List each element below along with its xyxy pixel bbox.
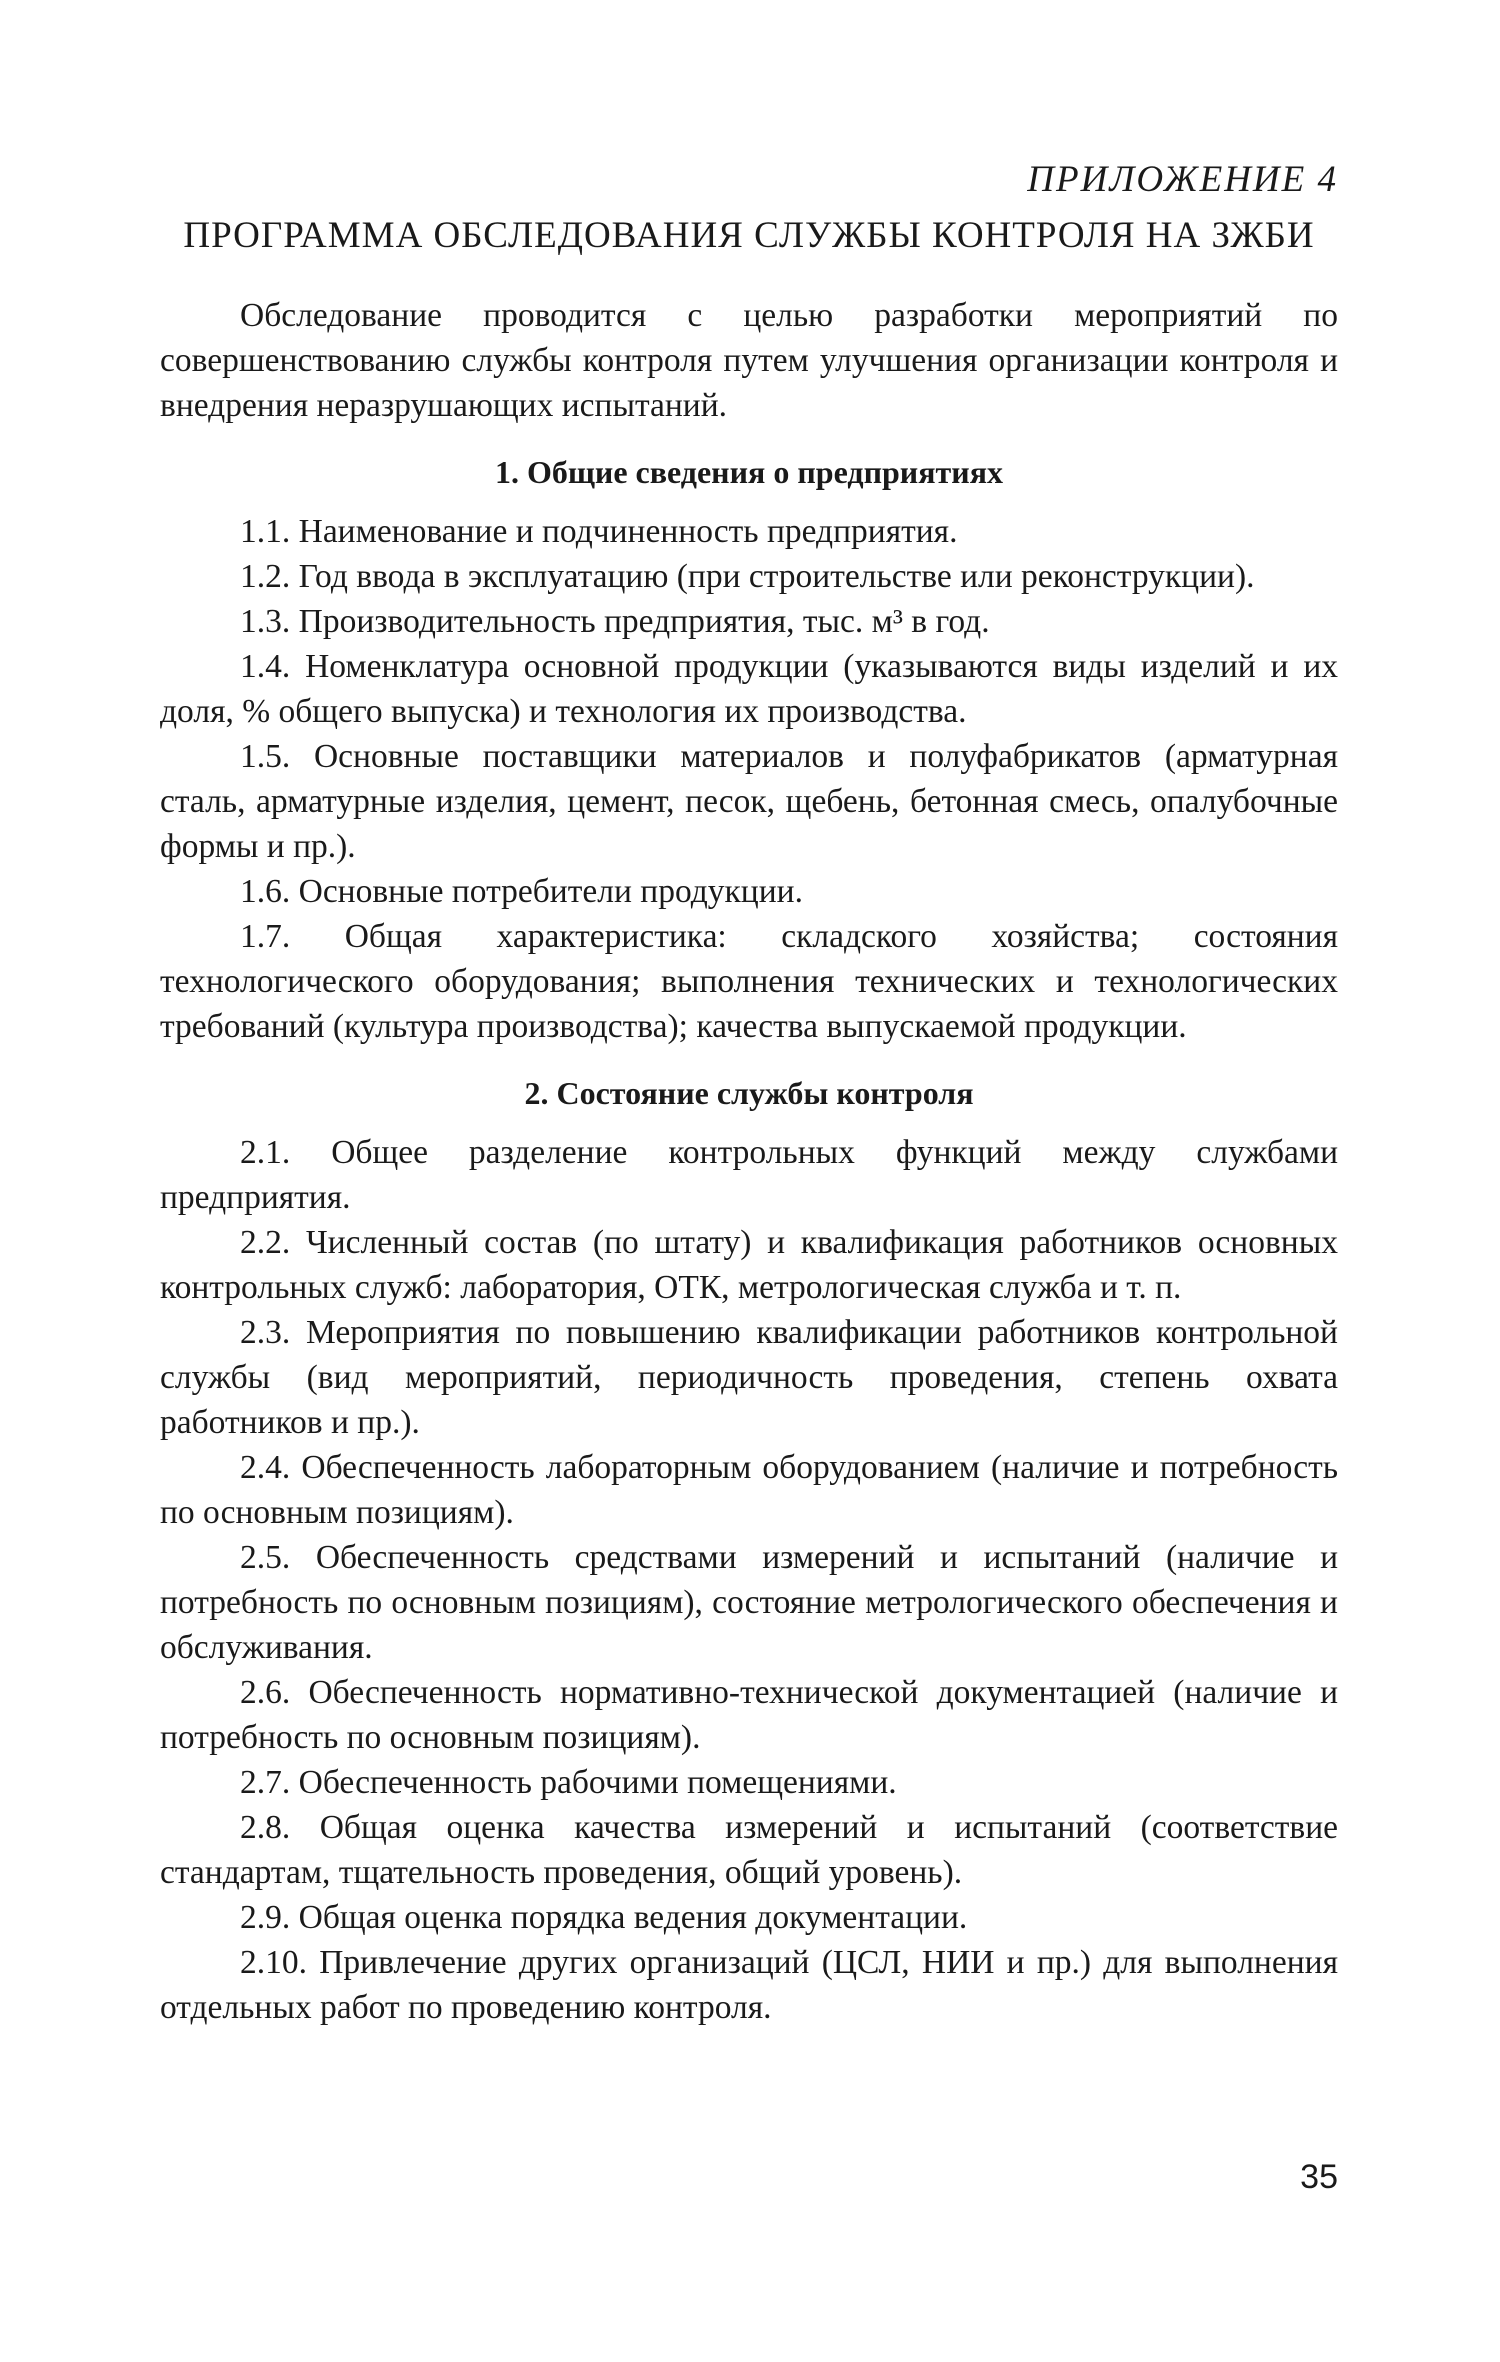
list-item: 2.6. Обеспеченность нормативно-технической документацией (наличие и потребность по основным позициям).: [160, 1674, 1338, 1756]
list-item: 1.1. Наименование и подчиненность предприятия.: [240, 513, 958, 550]
appendix-label: ПРИЛОЖЕНИЕ 4: [1027, 159, 1338, 200]
section-2: [160, 1071, 1338, 2030]
list-item: 2.10. Привлечение других организаций (ЦСЛ, НИИ и пр.) для выполнения отдельных работ по проведению контроля.: [160, 1944, 1338, 2026]
list-item: 1.7. Общая характеристика: складского хозяйства; состояния технологического оборудования; выполнения технических и технологических требований (культура производства); качества выпускаемой продукции.: [160, 918, 1338, 1045]
list-item: 2.3. Мероприятия по повышению квалификации работников контрольной службы (вид мероприятий, периодичность проведения, степень охвата работников и пр.).: [160, 1314, 1338, 1441]
list-item: 2.2. Численный состав (по штату) и квалификация работников основных контрольных служб: лаборатория, ОТК, метрологическая служба и т. п.: [160, 1224, 1338, 1306]
section-heading: 1. Общие сведения о предприятиях: [494, 454, 1004, 490]
document-page: [160, 155, 1338, 2030]
list-item: 2.7. Обеспеченность рабочими помещениями.: [240, 1764, 897, 1801]
list-item: 2.4. Обеспеченность лабораторным оборудованием (наличие и потребность по основным позициям).: [160, 1449, 1338, 1531]
list-item: 1.4. Номенклатура основной продукции (указываются виды изделий и их доля, % общего выпуска) и технология их производства.: [160, 648, 1338, 730]
section-heading: 2. Состояние службы контроля: [524, 1075, 974, 1111]
list-item: 1.2. Год ввода в эксплуатацию (при строительстве или реконструкции).: [240, 558, 1255, 595]
list-item: 1.6. Основные потребители продукции.: [240, 873, 803, 910]
list-item: 2.5. Обеспеченность средствами измерений и испытаний (наличие и потребность по основным позициям), состояние метрологического обеспечения и обслуживания.: [160, 1539, 1338, 1666]
section-1: [160, 450, 1338, 1049]
intro-paragraph: Обследование проводится с целью разработки мероприятий по совершенствованию службы контроля путем улучшения организации контроля и внедрения неразрушающих испытаний.: [160, 297, 1338, 424]
list-item: 2.9. Общая оценка порядка ведения документации.: [240, 1899, 968, 1936]
document-title: ПРОГРАММА ОБСЛЕДОВАНИЯ СЛУЖБЫ КОНТРОЛЯ НА ЗЖБИ: [183, 215, 1315, 256]
list-item: 2.1. Общее разделение контрольных функций между службами предприятия.: [160, 1134, 1338, 1216]
list-item: 2.8. Общая оценка качества измерений и испытаний (соответствие стандартам, тщательность проведения, общий уровень).: [160, 1809, 1338, 1891]
list-item: 1.5. Основные поставщики материалов и полуфабрикатов (арматурная сталь, арматурные изделия, цемент, песок, щебень, бетонная смесь, опалубочные формы и пр.).: [160, 738, 1338, 865]
list-item: 1.3. Производительность предприятия, тыс. м³ в год.: [240, 603, 990, 640]
page-number: 35: [1300, 2158, 1338, 2196]
